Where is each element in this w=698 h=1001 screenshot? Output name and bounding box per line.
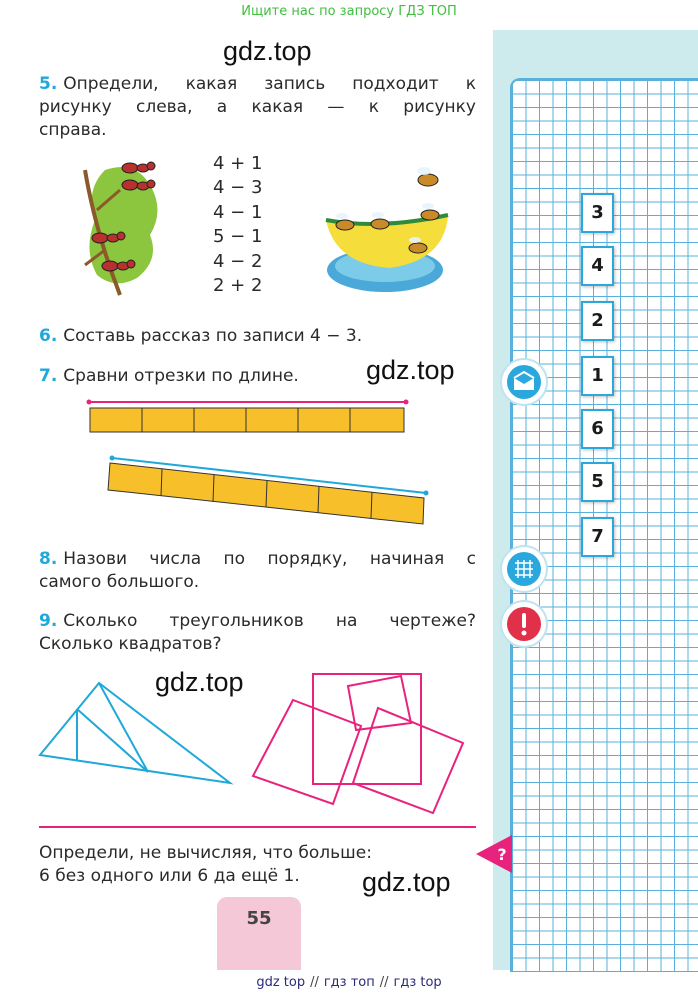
svg-text:?: ? xyxy=(497,845,507,864)
task-9 xyxy=(39,610,476,656)
expression: 4 − 2 xyxy=(213,250,263,272)
task-number: 7. xyxy=(39,366,58,386)
bees-on-melon-illustration xyxy=(320,160,455,295)
bonus-text: 6 без одного или 6 да ещё 1. xyxy=(39,866,300,886)
bonus-text: Определи, не вычисляя, что больше: xyxy=(39,843,372,863)
task-text: Сравни отрезки по длине. xyxy=(63,366,299,386)
task-text: Сколько треугольников на чертеже? xyxy=(63,611,476,631)
link-separator: // xyxy=(310,975,319,990)
expression: 5 − 1 xyxy=(213,226,263,248)
bottom-link[interactable]: гдз top xyxy=(393,975,442,990)
ants-on-branch-illustration xyxy=(75,150,170,300)
squares-drawing xyxy=(248,668,468,816)
search-banner[interactable]: Ищите нас по запросу ГДЗ ТОП xyxy=(241,4,457,19)
task-text: рисунку слева, а какая — к рисунку xyxy=(39,97,476,117)
task-text: Назови числа по порядку, начиная с xyxy=(63,549,476,569)
bonus-question xyxy=(39,842,399,888)
segment-bar-top xyxy=(90,408,404,432)
expression: 4 − 1 xyxy=(213,201,263,223)
task-text: Составь рассказ по записи 4 − 3. xyxy=(63,326,363,346)
task-text: самого большого. xyxy=(39,572,200,592)
task-number: 9. xyxy=(39,611,58,631)
triangles-drawing xyxy=(35,675,240,790)
book-icon[interactable] xyxy=(502,360,546,404)
task-7 xyxy=(39,365,339,388)
bottom-link[interactable]: gdz top xyxy=(256,975,306,990)
watermark: gdz.top xyxy=(366,355,455,385)
task-number: 6. xyxy=(39,326,58,346)
exclamation-icon[interactable] xyxy=(502,602,546,646)
bottom-link[interactable]: гдз топ xyxy=(323,975,375,990)
task-5 xyxy=(39,73,476,142)
task-text: Определи, какая запись подходит к xyxy=(63,74,476,94)
number-card[interactable]: 6 xyxy=(581,409,614,449)
number-card[interactable]: 4 xyxy=(581,246,614,286)
number-card[interactable]: 2 xyxy=(581,301,614,341)
watermark: gdz.top xyxy=(155,667,244,697)
number-card[interactable]: 1 xyxy=(581,356,614,396)
task-number: 5. xyxy=(39,74,58,94)
expression-list xyxy=(213,152,262,298)
task-text: справа. xyxy=(39,120,107,140)
page-number: 55 xyxy=(217,897,301,970)
watermark: gdz.top xyxy=(223,36,312,66)
number-card[interactable]: 7 xyxy=(581,517,614,557)
link-separator: // xyxy=(379,975,389,990)
segment-bar-bottom xyxy=(108,463,424,524)
grid-icon[interactable] xyxy=(502,547,546,591)
task-6 xyxy=(39,325,476,348)
number-card[interactable]: 5 xyxy=(581,462,614,502)
number-card[interactable]: 3 xyxy=(581,193,614,233)
bottom-links xyxy=(0,975,698,990)
expression: 4 + 1 xyxy=(213,153,263,174)
expression: 2 + 2 xyxy=(213,274,263,296)
divider xyxy=(39,826,476,828)
watermark: gdz.top xyxy=(362,867,451,897)
question-mark-icon xyxy=(476,835,512,873)
segments-comparison xyxy=(85,395,430,530)
task-text: Сколько квадратов? xyxy=(39,634,222,654)
task-number: 8. xyxy=(39,549,58,569)
task-8 xyxy=(39,548,476,594)
expression: 4 − 3 xyxy=(213,177,263,199)
